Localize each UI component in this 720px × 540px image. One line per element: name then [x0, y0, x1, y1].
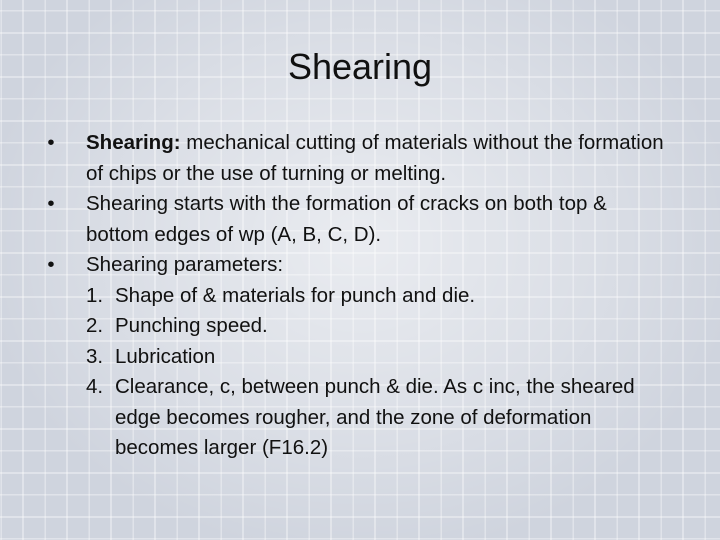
bullet-list	[44, 128, 664, 464]
slide-title: Shearing	[287, 46, 433, 87]
numbered-text: Shape of & materials for punch and die.	[115, 283, 476, 307]
bullet-text: Shearing parameters:	[86, 253, 284, 276]
numbered-item	[86, 281, 664, 312]
number-marker: 1.	[86, 283, 104, 307]
bullet-item	[44, 189, 664, 250]
number-marker: 2.	[86, 314, 104, 337]
bullet-text: Shearing starts with the formation of cracks on both top & bottom edges of wp (A, B, C, D).	[86, 192, 607, 246]
numbered-text: Clearance, c, between punch & die. As c inc, the sheared edge becomes rougher, and the zone of deformation becomes larger (F16.2)	[115, 375, 635, 459]
number-marker: 3.	[86, 344, 104, 368]
bullet-item	[44, 250, 664, 464]
numbered-text: Punching speed.	[115, 314, 268, 337]
numbered-item	[86, 372, 664, 464]
bullet-item	[44, 128, 664, 189]
bullet-text: mechanical cutting of materials without the formation of chips or the use of turning or melting.	[86, 131, 664, 185]
bullet-marker: •	[47, 253, 55, 276]
numbered-list	[86, 281, 664, 464]
bullet-marker: •	[47, 131, 55, 154]
bullet-marker: •	[47, 192, 55, 215]
numbered-text: Lubrication	[115, 344, 216, 368]
number-marker: 4.	[86, 375, 104, 398]
numbered-item	[86, 342, 664, 373]
bullet-term: Shearing:	[86, 131, 181, 154]
numbered-item	[86, 311, 664, 342]
